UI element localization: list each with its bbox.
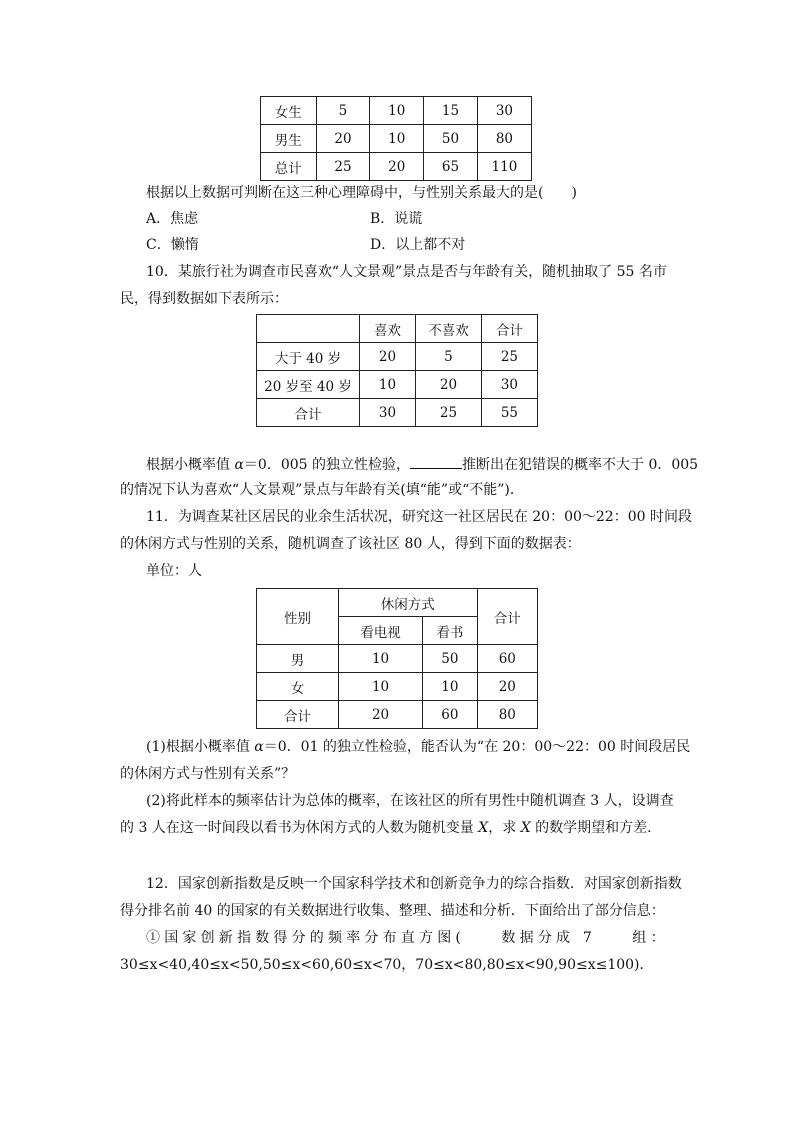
table-cell: 合计 (477, 589, 537, 645)
q12-line-1: 12．国家创新指数是反映一个国家科学技术和创新竞争力的综合指数．对国家创新指数 (146, 876, 682, 892)
table-cell: 10 (423, 673, 477, 701)
table-cell: 5 (316, 97, 370, 125)
table-cell: 10 (359, 371, 415, 399)
table-row (257, 343, 538, 371)
q11-line-2: 的休闲方式与性别的关系，随机调查了该社区 80 人，得到下面的数据表： (120, 536, 581, 552)
alpha-symbol: α (254, 739, 264, 755)
q11-part-2-post: 的数学期望和方差． (530, 820, 662, 836)
table-cell: 30 (359, 399, 415, 427)
table-cell: 不喜欢 (416, 315, 482, 343)
table-row (257, 315, 538, 343)
table-cell: 女 (257, 673, 339, 701)
q11-part-1-post: ＝0．01 的独立性检验，能否认为“在 20：00～22：00 时间段居民 (263, 739, 691, 755)
table-cell: 20 (370, 153, 424, 181)
table-cell: 65 (424, 153, 478, 181)
q11-unit: 单位：人 (146, 563, 202, 579)
table-row (257, 701, 538, 729)
table-cell: 合计 (257, 399, 360, 427)
q9-option-a: A．焦虑 (146, 211, 199, 227)
q11-part-2-mid: ，求 (488, 820, 521, 836)
table-cell: 30 (481, 371, 537, 399)
table-cell: 60 (477, 645, 537, 673)
q10-answer-mid: ＝0．005 的独立性检验， (243, 457, 411, 473)
table-cell: 性别 (257, 589, 339, 645)
table-cell: 10 (339, 645, 423, 673)
table-cell: 10 (370, 125, 424, 153)
q9-option-b: B．说谎 (370, 211, 423, 227)
table-cell: 合计 (257, 701, 339, 729)
table-cell: 喜欢 (359, 315, 415, 343)
q11-line-1: 11．为调查某社区居民的业余生活状况，研究这一社区居民在 20：00～22：00 时间段 (146, 509, 692, 525)
table-cell: 女生 (261, 97, 317, 125)
answer-blank[interactable] (410, 454, 462, 469)
table-cell: 20 (316, 125, 370, 153)
table-row (257, 673, 538, 701)
table-cell: 30 (477, 97, 531, 125)
table-cell: 50 (423, 645, 477, 673)
q10-line-2: 民，得到数据如下表所示： (120, 291, 288, 307)
q9-option-c: C．懒惰 (146, 237, 199, 253)
table-cell: 25 (481, 343, 537, 371)
table-row (257, 399, 538, 427)
table-row (261, 153, 532, 181)
random-variable-x: X (478, 820, 489, 836)
table-cell: 10 (370, 97, 424, 125)
table-cell: 大于 40 岁 (257, 343, 360, 371)
table-cell: 55 (481, 399, 537, 427)
table-cell: 25 (416, 399, 482, 427)
q12-line-2: 得分排名前 40 的国家的有关数据进行收集、整理、描述和分析．下面给出了部分信息： (120, 903, 665, 919)
table-row (261, 97, 532, 125)
alpha-symbol: α (234, 457, 244, 473)
q10-line-1: 10．某旅行社为调查市民喜欢“人文景观”景点是否与年龄有关，随机抽取了 55 名市 (146, 264, 667, 280)
q10-answer-line-1 (146, 454, 698, 475)
table-cell: 看书 (423, 617, 477, 645)
table-cell: 80 (477, 125, 531, 153)
psych-table (260, 96, 532, 181)
table-cell: 休闲方式 (339, 589, 478, 617)
q11-part-1-line-1 (146, 737, 690, 757)
table-row (257, 645, 538, 673)
table-cell: 20 岁至 40 岁 (257, 371, 360, 399)
table-cell: 5 (416, 343, 482, 371)
q12-line-4: 30≤x<40,40≤x<50,50≤x<60,60≤x<70，70≤x<80,80≤x<90,90≤x≤100)． (120, 957, 654, 973)
table-cell: 110 (477, 153, 531, 181)
table-cell (257, 315, 360, 343)
table-row (257, 589, 538, 617)
q10-answer-line-2: 的情况下认为喜欢“人文景观”景点与年龄有关(填“能”或“不能”)． (120, 482, 524, 498)
q11-part-2-pre: 的 3 人在这一时间段以看书为休闲方式的人数为随机变量 (120, 820, 479, 836)
table-cell: 20 (359, 343, 415, 371)
leisure-table (256, 588, 538, 729)
q11-part-2-line-2 (120, 818, 661, 838)
table-cell: 合计 (481, 315, 537, 343)
q10-answer-post: 推断出在犯错误的概率不大于 0．005 (462, 457, 699, 473)
random-variable-x: X (520, 820, 531, 836)
table-row (261, 125, 532, 153)
q11-part-2-line-1: (2)将此样本的频率估计为总体的概率，在该社区的所有男性中随机调查 3 人，设调查 (146, 793, 674, 809)
q9-stem: 根据以上数据可判断在这三种心理障碍中，与性别关系最大的是( ) (146, 185, 577, 201)
table-cell: 15 (424, 97, 478, 125)
table-cell: 20 (339, 701, 423, 729)
table-cell: 总计 (261, 153, 317, 181)
age-table (256, 314, 538, 427)
table-cell: 25 (316, 153, 370, 181)
q11-part-1-line-2: 的休闲方式与性别有关系”？ (120, 766, 296, 782)
q10-answer-pre: 根据小概率值 (146, 457, 235, 473)
table-cell: 50 (424, 125, 478, 153)
q12-line-3: ①国家创新指数得分的频率分布直方图( 数据分成 7 组： (146, 930, 669, 946)
table-cell: 看电视 (339, 617, 423, 645)
q11-part-1-pre: (1)根据小概率值 (146, 739, 255, 755)
q9-option-d: D．以上都不对 (370, 237, 466, 253)
table-cell: 男 (257, 645, 339, 673)
table-cell: 80 (477, 701, 537, 729)
table-cell: 10 (339, 673, 423, 701)
table-cell: 20 (416, 371, 482, 399)
table-cell: 男生 (261, 125, 317, 153)
table-cell: 20 (477, 673, 537, 701)
table-row (257, 371, 538, 399)
table-cell: 60 (423, 701, 477, 729)
